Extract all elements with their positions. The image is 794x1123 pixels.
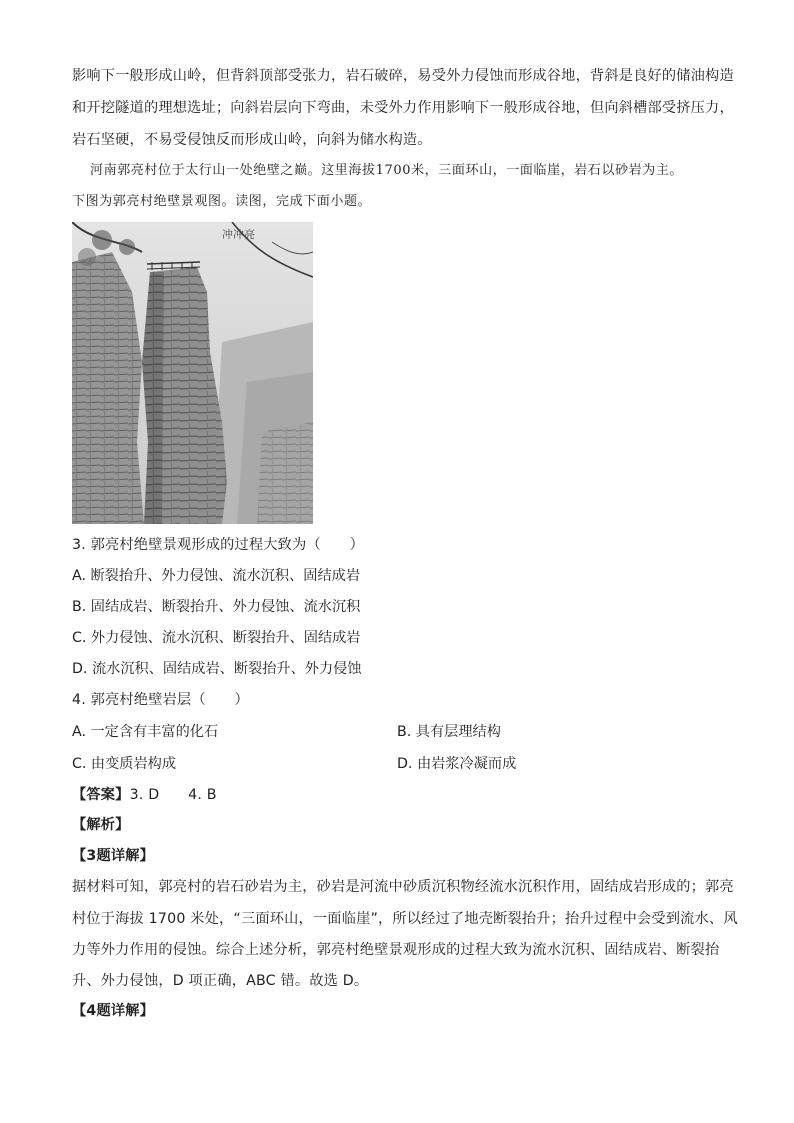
q4-option-a[interactable]: A. 一定含有丰富的化石 [72,724,219,740]
answer-line [72,785,217,805]
answer-value: 3. D 4. B [129,787,217,803]
material-line: 河南郭亮村位于太行山一处绝壁之巅。这里海拔1700米，三面环山，一面临崖，岩石以砂岩为主。 [90,163,684,178]
paragraph-line: 影响下一般形成山岭，但背斜顶部受张力，岩石破碎，易受外力侵蚀而形成谷地，背斜是良好的储油构造 [72,68,734,84]
q4-option-b[interactable]: B. 具有层理结构 [397,724,501,740]
material-line: 下图为郭亮村绝壁景观图。读图，完成下面小题。 [72,194,372,209]
cliff-landscape-photo [72,222,313,524]
q3-option-a[interactable]: A. 断裂抬升、外力侵蚀、流水沉积、固结成岩 [72,568,361,584]
paragraph-line: 岩石坚硬，不易受侵蚀反而形成山岭，向斜为储水构造。 [72,132,432,148]
answer-label: 【答案】 [72,787,130,803]
q4-option-d[interactable]: D. 由岩浆冷凝而成 [397,756,517,772]
q3-detail-label: 【3题详解】 [72,848,155,864]
q3-detail-line: 升、外力侵蚀，D 项正确，ABC 错。故选 D。 [72,973,369,989]
q3-option-b[interactable]: B. 固结成岩、断裂抬升、外力侵蚀、流水沉积 [72,599,361,615]
paragraph-line: 和开挖隧道的理想选址；向斜岩层向下弯曲，未受外力作用影响下一般形成谷地，但向斜槽部受挤压力， [72,100,734,116]
q3-stem: 3. 郭亮村绝壁景观形成的过程大致为（ ） [72,537,365,553]
q4-detail-label: 【4题详解】 [72,1003,155,1019]
q3-detail-line: 力等外力作用的侵蚀。综合上述分析，郭亮村绝壁景观形成的过程大致为流水沉积、固结成岩、断裂抬 [72,942,720,958]
q4-stem: 4. 郭亮村绝壁岩层（ ） [72,692,249,708]
q4-option-c[interactable]: C. 由变质岩构成 [72,756,177,772]
analysis-label: 【解析】 [72,817,130,833]
q3-detail-line: 村位于海拔 1700 米处，“三面环山，一面临崖”，所以经过了地壳断裂抬升；抬升过程中会受到流水、风 [72,911,738,927]
q3-option-c[interactable]: C. 外力侵蚀、流水沉积、断裂抬升、固结成岩 [72,630,361,646]
photo-signature: 冲冲亮 [222,228,255,241]
q3-detail-line: 据材料可知，郭亮村的岩石砂岩为主，砂岩是河流中砂质沉积物经流水沉积作用，固结成岩形成的；郭亮 [72,879,734,895]
q3-option-d[interactable]: D. 流水沉积、固结成岩、断裂抬升、外力侵蚀 [72,661,362,677]
